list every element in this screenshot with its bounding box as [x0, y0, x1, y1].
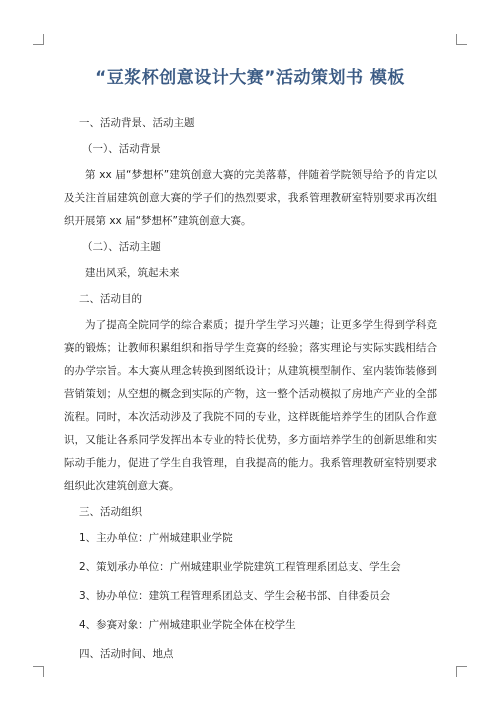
crop-mark-top-right [456, 34, 467, 45]
paragraph-theme: 建出风采，筑起未来 [85, 267, 180, 279]
section-heading-purpose: 二、活动目的 [79, 293, 142, 305]
document-title: “豆浆杯创意设计大赛”活动策划书 模板 [95, 68, 405, 88]
paragraph-purpose: 为了提高全院同学的综合素质；提升学生学习兴趣；让更多学生得到学科竞赛的锻炼；让教师积累组织和指导学生竞赛的经验；落实理论与实际实践相结合的办学宗旨。本大赛从理念转换到图纸设计；从建筑模型制作、室内装饰装修到营销策划；从空想的概念到实际的产物，这一整个活动模拟了房地产产业的全部流程。同时，本次活动涉及了我院不同的专业，这样既能培养学生的团队合作意识，又能让各系同学发挥出本专业的特长优势，多方面培养学生的创新思维和实际动手能力，促进了学生自我管理，自我提高的能力。我系管理教研室特别要求组织此次建筑创意大赛。 [64, 319, 437, 492]
subsection-heading-background: （一）、活动背景 [82, 143, 161, 155]
document-body [64, 112, 437, 669]
subsection-heading-theme: （二）、活动主题 [82, 241, 161, 253]
list-item: 3、协办单位：建筑工程管理系团总支、学生会秘书部、自律委员会 [79, 590, 391, 602]
paragraph-background: 第 xx 届“梦想杯”建筑创意大赛的完美落幕，伴随着学院领导给予的肯定以及关注首届建筑创意大赛的学子们的热烈要求，我系管理教研室特别要求再次组织开展第 xx 届“梦想杯”建筑创意大赛。 [64, 169, 437, 227]
list-item: 4、参赛对象：广州城建职业学院全体在校学生 [79, 619, 296, 631]
crop-mark-bottom-right [456, 666, 467, 677]
crop-mark-bottom-left [33, 666, 44, 677]
section-heading-organization: 三、活动组织 [79, 506, 142, 518]
section-heading-background: 一、活动背景、活动主题 [79, 117, 195, 129]
section-heading-time-place: 四、活动时间、地点 [79, 648, 174, 660]
list-item: 2、策划承办单位：广州城建职业学院建筑工程管理系团总支、学生会 [79, 561, 401, 573]
list-item: 1、主办单位：广州城建职业学院 [79, 532, 233, 544]
crop-mark-top-left [33, 34, 44, 45]
